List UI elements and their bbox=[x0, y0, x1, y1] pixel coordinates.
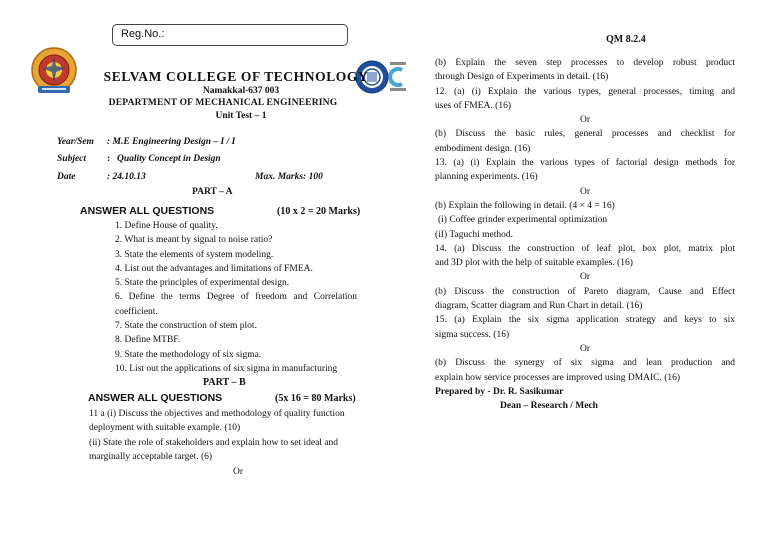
subject-value: Quality Concept in Design bbox=[117, 154, 221, 164]
q14b-line-2: diagram, Scatter diagram and Run Chart in detail. (16) bbox=[435, 301, 643, 312]
q11b-line-2: through Design of Experiments in detail. (16) bbox=[435, 72, 609, 83]
question-9: 9. State the methodology of six sigma. bbox=[115, 349, 262, 360]
subject-colon: : bbox=[107, 154, 111, 164]
q12a-line-2: uses of FMEA. (16) bbox=[435, 100, 511, 111]
question-3: 3. State the elements of system modeling. bbox=[115, 249, 274, 260]
date-label: Date bbox=[57, 172, 76, 182]
question-5: 5. State the principles of experimental design. bbox=[115, 278, 290, 289]
question-4: 4. List out the advantages and limitations of FMEA. bbox=[115, 263, 313, 274]
q14b-line-1: (b) Discuss the construction of Pareto diagram, Cause and Effect bbox=[435, 286, 735, 297]
q13b-line-2: (i) Coffee grinder experimental optimization bbox=[438, 215, 608, 226]
date-value: : 24.10.13 bbox=[107, 172, 146, 182]
q11a-line-1: 11 a (i) Discuss the objectives and methodology of quality function bbox=[89, 409, 345, 419]
part-b-instruction: ANSWER ALL QUESTIONS bbox=[88, 392, 223, 404]
q14a-line-1: 14. (a) Discuss the construction of leaf plot, box plot, matrix plot bbox=[435, 243, 735, 254]
question-7: 7. State the construction of stem plot. bbox=[115, 321, 257, 332]
document-code: QM 8.2.4 bbox=[606, 34, 646, 45]
question-8: 8. Define MTBF. bbox=[115, 335, 181, 346]
q15a-line-1: 15. (a) Explain the six sigma application strategy and keys to six bbox=[435, 315, 735, 326]
q11b-line-1: (b) Explain the seven step processes to develop robust product bbox=[435, 58, 735, 68]
part-b-marks: (5x 16 = 80 Marks) bbox=[275, 393, 356, 404]
or-divider: Or bbox=[579, 186, 591, 197]
college-address: Namakkal-637 003 bbox=[202, 86, 280, 96]
max-marks: Max. Marks: 100 bbox=[255, 172, 323, 182]
q12b-line-2: embodiment design. (16) bbox=[435, 143, 531, 154]
q14a-line-2: and 3D plot with the help of suitable examples. (16) bbox=[435, 258, 633, 269]
reg-no-label: Reg.No.: bbox=[121, 28, 165, 40]
part-a-questions bbox=[115, 219, 357, 376]
q15b-line-1: (b) Discuss the synergy of six sigma and lean production and bbox=[435, 358, 735, 369]
question-2: 2. What is meant by signal to noise ratio? bbox=[115, 235, 273, 246]
q13b-line-1: (b) Explain the following in detail. (4 × 4 = 16) bbox=[435, 200, 615, 211]
part-b-title: PART – B bbox=[203, 377, 246, 388]
question-1: 1. Define House of quality. bbox=[115, 221, 218, 231]
q15b-line-2: explain how service processes are improved using DMAIC. (16) bbox=[435, 372, 681, 383]
right-column bbox=[435, 56, 735, 413]
subject-label: Subject bbox=[57, 154, 87, 164]
or-divider: Or bbox=[579, 343, 591, 354]
q11a-line-2: deployment with suitable example. (10) bbox=[89, 423, 241, 434]
q13a-line-1: 13. (a) (i) Explain the various types of factorial design methods for bbox=[435, 158, 735, 169]
q13b-line-3: (iI) Taguchi method. bbox=[435, 229, 514, 240]
or-divider: Or bbox=[579, 115, 591, 126]
department-name: DEPARTMENT OF MECHANICAL ENGINEERING bbox=[108, 98, 338, 108]
question-6-cont: coefficient. bbox=[115, 306, 158, 317]
q12b-line-1: (b) Discuss the basic rules, general processes and checklist for bbox=[435, 129, 735, 140]
q11a-line-3: (ii) State the role of stakeholders and explain how to set ideal and bbox=[89, 437, 339, 448]
year-sem-value: : M.E Engineering Design – I / I bbox=[107, 137, 236, 147]
question-6: 6. Define the terms Degree of freedom and Correlation bbox=[115, 292, 357, 303]
test-name: Unit Test – 1 bbox=[215, 111, 267, 121]
part-a-title: PART – A bbox=[192, 187, 233, 197]
reg-no-box bbox=[112, 24, 348, 46]
q15a-line-2: sigma success. (16) bbox=[435, 329, 510, 340]
college-name: SELVAM COLLEGE OF TECHNOLOGY bbox=[103, 69, 369, 84]
question-10: 10. List out the applications of six sigma in manufacturing bbox=[115, 363, 338, 374]
part-a-marks: (10 x 2 = 20 Marks) bbox=[277, 206, 361, 217]
q11a-line-4: marginally acceptable target. (6) bbox=[89, 451, 213, 462]
college-logo bbox=[30, 46, 78, 96]
q12a-line-1: 12. (a) (i) Explain the various types, general processes, timing and bbox=[435, 86, 735, 97]
or-divider: Or bbox=[579, 272, 591, 283]
q13a-line-2: planning experiments. (16) bbox=[435, 172, 538, 183]
part-b-left-text bbox=[89, 407, 389, 464]
or-divider-left: Or bbox=[233, 467, 244, 477]
part-a-instruction: ANSWER ALL QUESTIONS bbox=[80, 205, 215, 217]
year-sem-label: Year/Sem bbox=[57, 137, 94, 147]
designation: Dean – Research / Mech bbox=[500, 401, 598, 412]
prepared-by: Prepared by - Dr. R. Sasikumar bbox=[435, 386, 564, 397]
